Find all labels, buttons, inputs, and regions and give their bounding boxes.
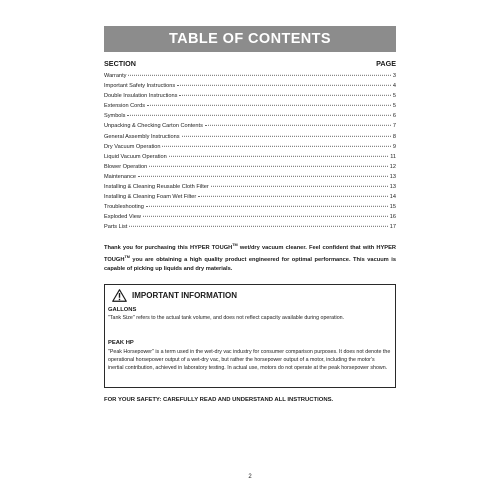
warning-triangle-icon [112,289,127,302]
toc-dot-leader [211,186,388,187]
toc-entry [104,134,396,144]
toc-entry-title: Maintenance [104,173,137,180]
toc-entry-page: 6 [392,113,396,120]
toc-entry-title: Exploded View [104,214,141,221]
toc-entry [104,93,396,103]
toc-entry-title: Extension Cords [104,103,146,110]
page-column-label: PAGE [376,59,396,68]
peak-hp-text: "Peak Horsepower" is a term used in the wet-dry vac industry for consumer comparison purposes. It does not denote the operational horsepower output of a wet-dry vac, but rather the horsepower output of a motor, including the motor's inertial contribution, achieved in laboratory testing. In actual use, motors do not operate at the peak horsepower shown. [108,349,391,371]
toc-entry-title: Double Insulation Instructions [104,93,178,100]
toc-dot-leader [143,216,388,217]
peak-hp-heading: PEAK HP [108,340,134,346]
toc-entry-title: Warranty [104,73,127,79]
gallons-heading: GALLONS [108,307,137,313]
toc-entry-page: 4 [392,83,396,90]
toc-dot-leader [127,115,390,116]
intro-text-1: Thank you for purchasing this HYPER TOUGH [104,244,233,251]
toc-entry-title: Liquid Vacuum Operation [104,153,167,160]
toc-dot-leader [128,75,390,76]
important-information-box [104,284,396,388]
toc-entry-title: Blower Operation [104,163,148,170]
toc-entry-page: 8 [392,133,396,140]
toc-entry-page: 12 [389,163,396,170]
toc-entry-page: 5 [392,103,396,110]
toc-dot-leader [162,145,390,146]
intro-text-3: you are obtaining a high quality product engineered for optimal performance. This vacuum is capable of picking up liquids and dry materials. [104,256,396,272]
toc-entry-title: Installing & Cleaning Foam Wet Filter [104,194,197,201]
toc-dot-leader [138,176,388,177]
intro-paragraph [104,241,396,274]
toc-entry-page: 13 [389,173,396,180]
toc-entry-title: Important Safety Instructions [104,83,176,90]
important-information-heading [112,289,237,302]
toc-entry [104,83,396,93]
toc-header [104,59,396,68]
toc-entry-title: Installing & Cleaning Reusable Cloth Filter [104,184,209,191]
toc-entry-title: Unpacking & Checking Carton Contents [104,123,203,130]
toc-entry [104,174,396,184]
page-number: 2 [248,474,252,480]
page-title: TABLE OF CONTENTS [169,31,331,47]
toc-entry-page: 5 [392,93,396,100]
toc-dot-leader [146,206,388,207]
toc-entry [104,194,396,204]
toc-entry [104,224,396,234]
toc-list [104,73,396,235]
toc-entry [104,214,396,224]
toc-entry [104,73,396,83]
important-information-title: IMPORTANT INFORMATION [132,291,238,300]
toc-dot-leader [177,85,391,86]
toc-entry-page: 7 [392,123,396,130]
toc-entry [104,123,396,133]
trademark-mark: TM [232,243,238,247]
toc-entry-page: 14 [389,194,396,201]
toc-entry-page: 9 [392,143,396,150]
toc-entry-title: Dry Vacuum Operation [104,143,161,150]
toc-entry-page: 16 [389,214,396,221]
safety-notice: FOR YOUR SAFETY: CAREFULLY READ AND UNDERSTAND ALL INSTRUCTIONS. [104,397,334,403]
toc-entry-title: Symbols [104,113,126,120]
toc-entry-title: General Assembly Instructions [104,133,180,140]
toc-dot-leader [149,166,388,167]
toc-entry-title: Troubleshooting [104,204,144,211]
toc-dot-leader [179,95,390,96]
toc-entry-page: 17 [389,224,396,231]
toc-entry [104,164,396,174]
toc-entry [104,113,396,123]
gallons-text: "Tank Size" refers to the actual tank volume, and does not reflect capacity available during operation. [108,315,345,321]
toc-entry [104,154,396,164]
toc-dot-leader [205,125,391,126]
intro-text-2: wet/dry vacuum cleaner. Feel confident that with HYPER TOUGH [104,244,396,263]
toc-entry-page: 3 [392,73,396,79]
page-title-banner [104,26,396,52]
toc-entry-page: 15 [389,204,396,211]
trademark-mark: TM [124,254,130,259]
toc-entry-title: Parts List [104,224,128,231]
toc-entry-page: 11 [390,153,396,160]
toc-dot-leader [129,226,387,227]
toc-dot-leader [147,105,391,106]
toc-entry [104,204,396,214]
toc-entry-page: 13 [389,184,396,191]
toc-entry [104,184,396,194]
toc-entry [104,103,396,113]
section-column-label: SECTION [104,59,136,68]
toc-dot-leader [182,135,391,136]
toc-entry [104,144,396,154]
toc-dot-leader [198,196,388,197]
toc-dot-leader [169,156,388,157]
